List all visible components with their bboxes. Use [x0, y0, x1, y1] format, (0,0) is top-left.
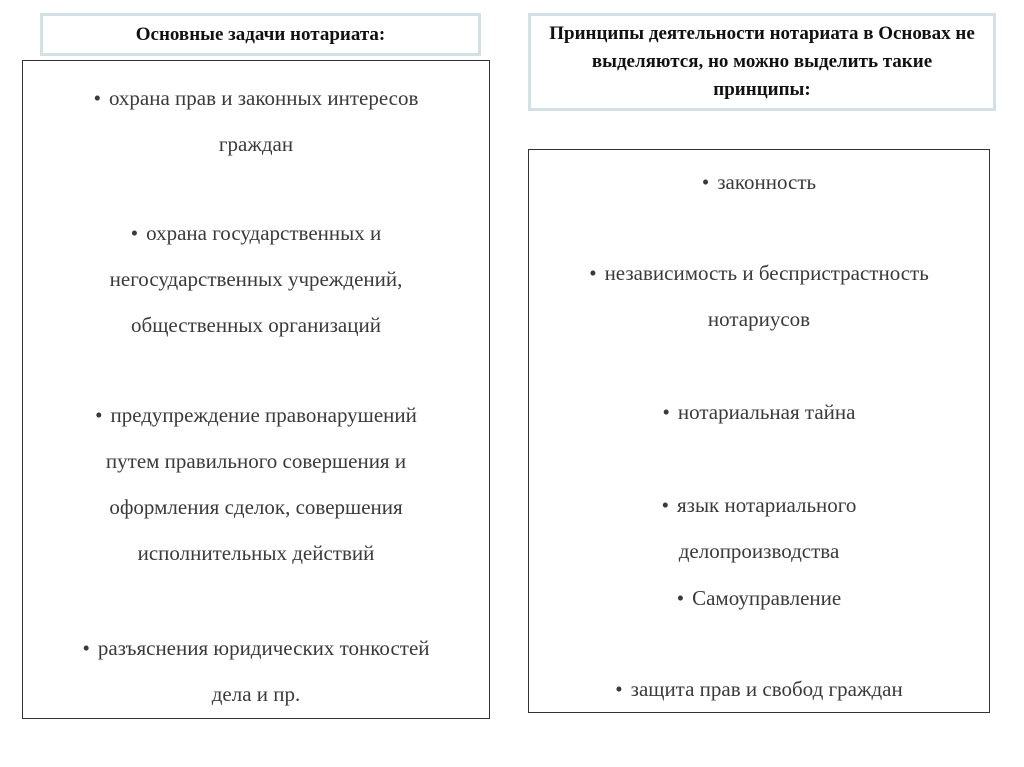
list-item-text: охрана государственных и — [146, 221, 382, 245]
left-column-header — [40, 13, 481, 56]
left-column-header-text: Основные задачи нотариата: — [135, 23, 386, 45]
list-item-line — [37, 210, 475, 256]
list-item-text: предупреждение правонарушений — [110, 403, 417, 427]
list-item — [23, 392, 489, 576]
list-item — [23, 75, 489, 167]
list-item — [529, 159, 989, 205]
list-item-line — [543, 159, 975, 205]
list-item-line — [37, 392, 475, 438]
list-item-text: общественных организаций — [131, 313, 381, 337]
bullet-icon: • — [676, 586, 685, 610]
bullet-icon: • — [130, 221, 139, 245]
bullet-icon: • — [615, 677, 623, 701]
list-item-text: охрана прав и законных интересов — [108, 86, 419, 110]
list-item-line — [543, 575, 975, 621]
list-item-text: граждан — [218, 132, 294, 156]
list-item — [529, 666, 989, 712]
list-item-line — [543, 666, 975, 712]
list-item-text: Самоуправление — [692, 586, 842, 610]
list-item-line — [543, 250, 975, 296]
list-item-text: независимость и беспристрастность — [604, 261, 929, 285]
bullet-icon: • — [701, 170, 710, 194]
list-item — [529, 575, 989, 621]
list-item-line — [37, 75, 475, 121]
list-item — [23, 210, 489, 348]
bullet-icon: • — [661, 493, 669, 517]
list-item-text: законность — [717, 170, 817, 194]
list-item — [23, 625, 489, 717]
bullet-icon: • — [589, 261, 597, 285]
right-column-header — [528, 13, 996, 111]
list-item-line — [543, 482, 975, 528]
list-item-text: нотариальная тайна — [677, 400, 856, 424]
list-item — [529, 482, 989, 574]
list-item-text: исполнительных действий — [137, 541, 375, 565]
bullet-icon: • — [93, 86, 101, 110]
list-item-line — [543, 389, 975, 435]
principles-list-box — [528, 149, 990, 713]
list-item-text: делопроизводства — [678, 539, 840, 563]
tasks-list-box — [22, 60, 490, 719]
list-item — [529, 250, 989, 342]
list-item-text: негосударственных учреждений, — [109, 267, 403, 291]
list-item — [529, 389, 989, 435]
list-item-text: защита прав и свобод граждан — [630, 677, 903, 701]
list-item-text: нотариусов — [707, 307, 811, 331]
bullet-icon: • — [95, 403, 103, 427]
list-item-text: путем правильного совершения и — [105, 449, 407, 473]
list-item-line — [37, 625, 475, 671]
bullet-icon: • — [662, 400, 670, 424]
right-column-header-text: Принципы деятельности нотариата в Основах не выделяются, но можно выделить такие принципы: — [549, 23, 975, 100]
bullet-icon: • — [82, 636, 90, 660]
list-item-text: оформления сделок, совершения — [109, 495, 403, 519]
list-item-text: дела и пр. — [211, 682, 301, 706]
list-item-text: разъяснения юридических тонкостей — [97, 636, 430, 660]
list-item-text: язык нотариального — [676, 493, 857, 517]
